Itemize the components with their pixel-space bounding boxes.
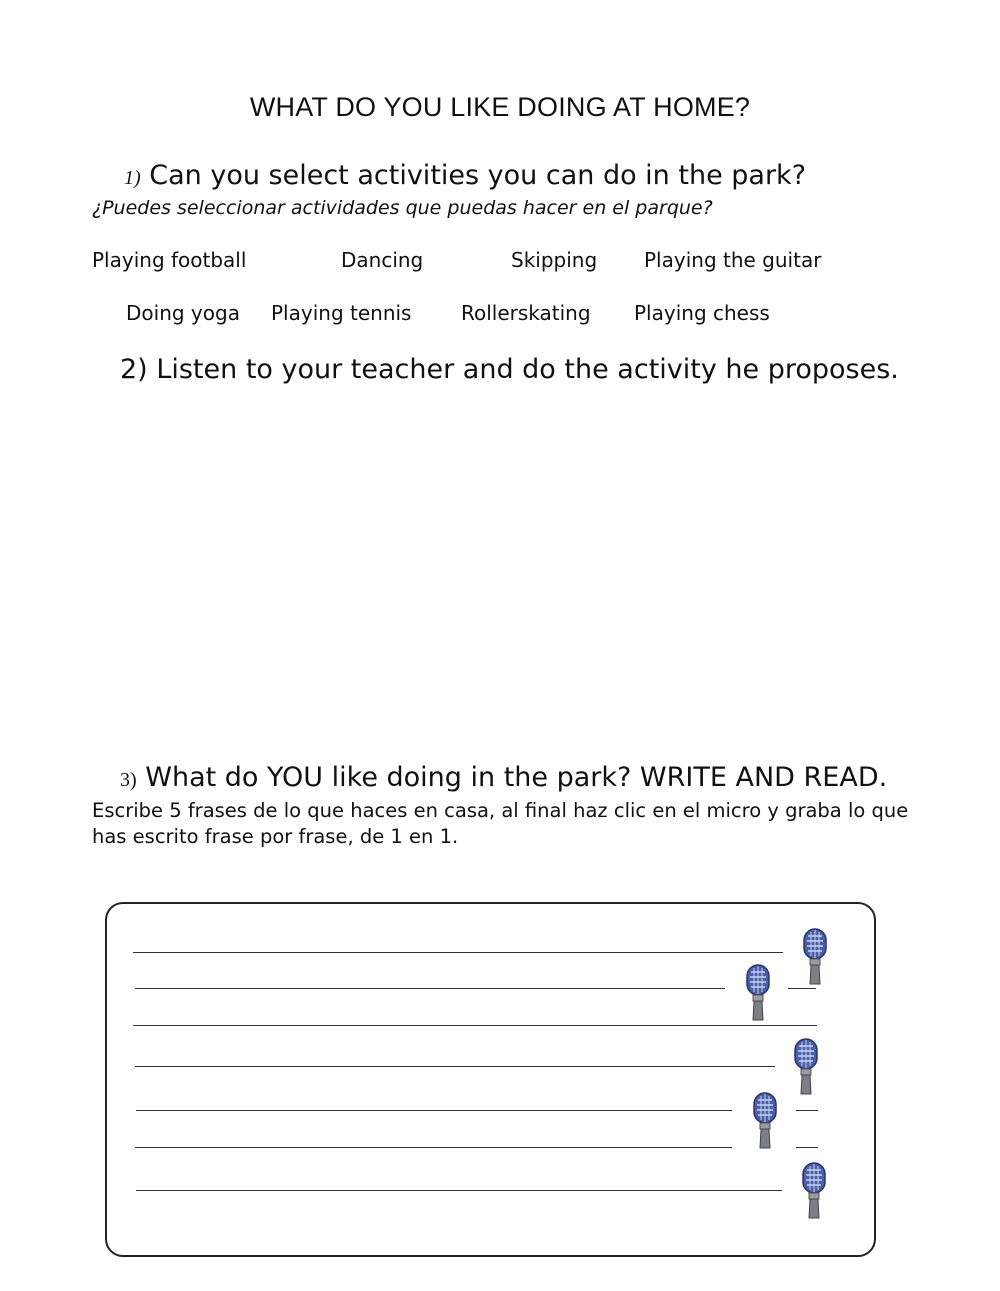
question-3-instructions: Escribe 5 frases de lo que haces en casa, al final haz clic en el micro y graba lo que has escrito frase por frase, de 1 en 1. [92,799,909,848]
writing-box [105,902,876,1257]
answer-line-end [796,1110,818,1111]
page-title: WHAT DO YOU LIKE DOING AT HOME? [249,92,751,122]
microphone-icon[interactable] [792,1038,820,1096]
answer-line[interactable] [133,1025,817,1026]
answer-line[interactable] [135,988,725,989]
activity-option[interactable]: Playing football [92,248,247,272]
answer-line[interactable] [136,1190,782,1191]
answer-line[interactable] [135,1147,732,1148]
question-2 [120,354,899,385]
question-3 [120,762,887,793]
microphone-icon[interactable] [744,964,772,1022]
question-1-translation: ¿Puedes seleccionar actividades que puedas hacer en el parque? [92,197,713,219]
activity-option[interactable]: Rollerskating [461,301,591,325]
answer-line-end [796,1147,818,1148]
question-1-number: 1) [124,167,141,189]
activity-option[interactable]: Playing chess [634,301,770,325]
activity-option[interactable]: Dancing [341,248,424,272]
question-2-text: Listen to your teacher and do the activity he proposes. [156,354,899,385]
microphone-icon[interactable] [801,928,829,986]
microphone-icon[interactable] [751,1092,779,1150]
question-3-number: 3) [120,769,137,791]
answer-line-end [788,988,816,989]
question-1 [124,160,806,191]
activity-option[interactable]: Doing yoga [126,301,240,325]
answer-line[interactable] [136,1110,732,1111]
question-1-text: Can you select activities you can do in the park? [149,160,807,191]
activity-option[interactable]: Playing tennis [271,301,412,325]
question-2-number: 2) [120,354,148,385]
microphone-icon[interactable] [800,1162,828,1220]
answer-line[interactable] [135,1066,775,1067]
activity-option[interactable]: Playing the guitar [644,248,822,272]
question-3-text: What do YOU like doing in the park? WRITE AND READ. [145,762,888,793]
answer-line[interactable] [133,952,783,953]
activity-option[interactable]: Skipping [511,248,598,272]
